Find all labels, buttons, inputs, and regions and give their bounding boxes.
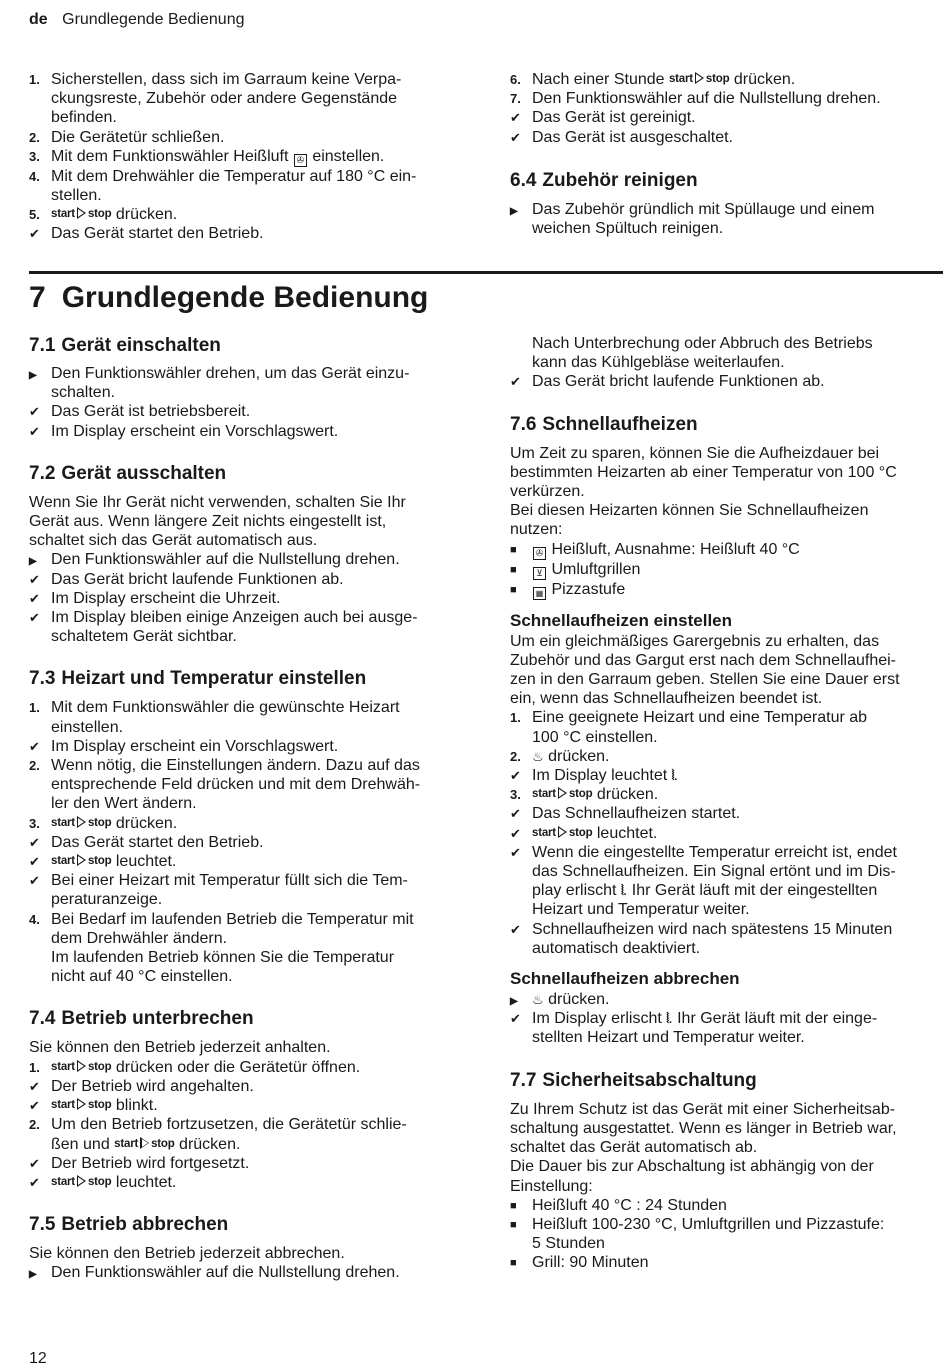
rapid-heat-icon: ⦚	[620, 882, 623, 899]
checkmark-icon: ✔	[510, 129, 521, 145]
list-item: 2. ♨ drücken.	[510, 747, 610, 765]
action-arrow-icon: ▶	[29, 556, 37, 568]
page-header	[29, 11, 245, 29]
list-item: 2. Die Gerätetür schließen.	[29, 128, 225, 146]
checkmark-icon: ✔	[29, 834, 40, 850]
list-item: 2. Wenn nötig, die Einstellungen ändern. Dazu auf das entsprechende Feld drücken und mit dem Drehwäh- ler den Wert ändern.	[29, 757, 421, 813]
list-item: 3. Mit dem Funktionswähler Heißluft ✇ einstellen.	[29, 147, 459, 167]
list-item: 3. start stop drücken.	[29, 814, 178, 832]
rapid-heat-button-icon: ♨	[532, 992, 544, 1008]
checkmark-icon: ✔	[29, 1098, 40, 1114]
list-item: ✔ Das Gerät ist betriebsbereit.	[29, 403, 251, 421]
checkmark-icon: ✔	[29, 1078, 40, 1094]
top-left-column	[29, 70, 459, 244]
list-item: ✔ Das Gerät bricht laufende Funktionen ab.	[510, 373, 825, 391]
list-item: ✔ Im Display erlischt ⦚. Ihr Gerät läuft mit der einge- stellten Heizart und Temperatur weiter.	[510, 1010, 878, 1047]
list-item: 5. start stop drücken.	[29, 206, 178, 224]
fan-grill-icon	[533, 567, 546, 580]
list-item: ✔ Das Gerät ist gereinigt.	[510, 109, 696, 127]
checkmark-icon: ✔	[29, 854, 40, 870]
list-item: 1. Eine geeignete Heizart und eine Temperatur ab 100 °C einstellen.	[510, 709, 868, 746]
list-item: 2. Um den Betrieb fortzusetzen, die Gerätetür schlie- ßen und start stop drücken.	[29, 1116, 407, 1153]
list-item: ▶ ♨ drücken.	[510, 990, 942, 1009]
list-item: ✔ Das Gerät ist ausgeschaltet.	[510, 128, 733, 146]
square-bullet-icon: ■	[510, 1199, 517, 1212]
checkmark-icon: ✔	[29, 1174, 40, 1190]
start-stop-icon: start stop	[51, 208, 112, 221]
checkmark-icon: ✔	[29, 404, 40, 420]
list-item: 7. Den Funktionswähler auf die Nullstellung drehen.	[510, 90, 881, 108]
list-item: ✔ Das Schnellaufheizen startet.	[510, 805, 741, 823]
list-item: ✔ Im Display erscheint ein Vorschlagswert.	[29, 422, 339, 440]
list-item: ✔ Der Betrieb wird angehalten.	[29, 1077, 254, 1095]
page-number: 12	[29, 1350, 47, 1367]
paragraph: Zu Ihrem Schutz ist das Gerät mit einer Sicherheitsab- schaltung ausgestattet. Wenn es länger in Betrieb war, schaltet das Gerät automatisch ab. Die Dauer bis zur Abschaltung ist abhängig von der Einstellung:	[510, 1100, 897, 1195]
list-item: 1. Mit dem Funktionswähler die gewünschte Heizart einstellen.	[29, 699, 400, 736]
paragraph: Sie können den Betrieb jederzeit abbrechen.	[29, 1245, 345, 1263]
list-item: ✔ Der Betrieb wird fortgesetzt.	[29, 1154, 250, 1172]
list-item: 4. Mit dem Drehwähler die Temperatur auf 180 °C ein- stellen.	[29, 167, 417, 205]
checkmark-icon: ✔	[29, 571, 40, 587]
list-item: 1. Sicherstellen, dass sich im Garraum keine Verpa- ckungsreste, Zubehör oder andere Gegenstände befinden.	[29, 71, 402, 127]
list-item: ▶ Den Funktionswähler auf die Nullstellung drehen.	[29, 550, 459, 569]
section-heading: 7.4 Betrieb unterbrechen	[29, 1008, 254, 1030]
list-item: ▶ Den Funktionswähler drehen, um das Gerät einzu- schalten.	[29, 365, 410, 402]
list-item-continuation: Nach Unterbrechung oder Abbruch des Betriebs kann das Kühlgebläse weiterlaufen.	[532, 335, 873, 372]
hot-air-icon	[294, 154, 307, 167]
chapter-divider	[29, 271, 943, 274]
square-bullet-icon: ■	[510, 543, 517, 556]
paragraph: Wenn Sie Ihr Gerät nicht verwenden, schalten Sie Ihr Gerät aus. Wenn längere Zeit nichts eingestellt ist, schaltet sich das Gerät automatisch aus.	[29, 493, 406, 550]
top-right-column	[510, 70, 940, 238]
subsection-heading: Schnellaufheizen abbrechen	[510, 969, 740, 989]
section-heading: 7.6 Schnellaufheizen	[510, 413, 698, 435]
header-title: Grundlegende Bedienung	[62, 11, 245, 28]
list-item: ✔ Das Gerät startet den Betrieb.	[29, 833, 264, 851]
list-item: ■ ✇ Heißluft, Ausnahme: Heißluft 40 °C	[510, 540, 942, 560]
checkmark-icon: ✔	[29, 423, 40, 439]
section-heading: 7.1 Gerät einschalten	[29, 335, 221, 356]
list-item: ✔ Wenn die eingestellte Temperatur erreicht ist, endet das Schnellaufheizen. Ein Signal ertönt und im Dis- play erlischt ⦚. Ihr Gerät läuft mit der eingestellten Heizart und Temperatur weiter.	[510, 843, 897, 919]
start-stop-icon: start stop	[51, 816, 112, 829]
list-item: ■ ▦ Pizzastufe	[510, 580, 942, 600]
list-item: 4. Bei Bedarf im laufenden Betrieb die Temperatur mit dem Drehwähler ändern. Im laufenden Betrieb können Sie die Temperatur nicht auf 40 °C einstellen.	[29, 910, 414, 986]
square-bullet-icon: ■	[510, 1218, 517, 1231]
list-item: ■ ⊻ Umluftgrillen	[510, 560, 942, 580]
list-item: ■ Grill: 90 Minuten	[510, 1253, 942, 1272]
checkmark-icon: ✔	[510, 921, 521, 937]
list-item: ✔ start stop blinkt.	[29, 1097, 158, 1115]
list-item: ▶ Den Funktionswähler auf die Nullstellung drehen.	[29, 1263, 459, 1282]
list-item: ✔ Schnellaufheizen wird nach spätestens 15 Minuten automatisch deaktiviert.	[510, 920, 893, 957]
start-stop-icon: start stop	[51, 1060, 112, 1073]
action-arrow-icon: ▶	[29, 1269, 37, 1281]
checkmark-icon: ✔	[29, 1155, 40, 1171]
checkmark-icon: ✔	[510, 1011, 521, 1027]
square-bullet-icon: ■	[510, 563, 517, 576]
subsection-heading: Schnellaufheizen einstellen	[510, 610, 733, 630]
chapter-title: 7 Grundlegende Bedienung	[29, 281, 429, 314]
section-heading: 7.2 Gerät ausschalten	[29, 462, 227, 484]
checkmark-icon: ✔	[29, 738, 40, 754]
checkmark-icon: ✔	[29, 590, 40, 606]
checkmark-icon: ✔	[510, 374, 521, 390]
list-item: ✔ Im Display erscheint die Uhrzeit.	[29, 589, 281, 607]
checkmark-icon: ✔	[510, 110, 521, 126]
list-item: ✔ start stop leuchtet.	[29, 1173, 177, 1191]
list-item: ■ Heißluft 40 °C : 24 Stunden	[510, 1196, 942, 1215]
action-arrow-icon: ▶	[29, 370, 37, 381]
start-stop-icon: start stop	[51, 1175, 112, 1188]
list-item: ✔ start stop leuchtet.	[29, 853, 177, 871]
pizza-setting-icon	[533, 587, 546, 600]
checkmark-icon: ✔	[29, 226, 40, 242]
start-stop-icon: start stop	[668, 73, 730, 85]
square-bullet-icon: ■	[510, 1257, 517, 1270]
list-item: ✔ Im Display leuchtet ⦚.	[510, 767, 679, 785]
rapid-heat-icon: ⦚	[666, 1010, 669, 1027]
paragraph: Um ein gleichmäßiges Garergebnis zu erhalten, das Zubehör und das Gargut erst nach dem Schnellaufhei- zen in den Garraum geben. Stellen Sie eine Dauer erst ein, wenn das Schnellaufheizen beendet ist.	[510, 632, 900, 708]
list-item: ✔ start stop leuchtet.	[510, 824, 658, 842]
checkmark-icon: ✔	[29, 610, 40, 626]
checkmark-icon: ✔	[510, 806, 521, 822]
list-item: ■ Heißluft 100-230 °C, Umluftgrillen und Pizzastufe: 5 Stunden	[510, 1215, 885, 1253]
section-heading: 7.7 Sicherheitsabschaltung	[510, 1069, 757, 1091]
list-item: 3. start stop drücken.	[510, 786, 659, 804]
rapid-heat-icon: ⦚	[671, 767, 674, 784]
start-stop-icon: start stop	[532, 826, 593, 839]
list-item: ▶ Das Zubehör gründlich mit Spüllauge und einem weichen Spültuch reinigen.	[510, 200, 875, 238]
checkmark-icon: ✔	[510, 768, 521, 784]
start-stop-icon: start stop	[51, 1099, 112, 1112]
section-heading: 6.4 Zubehör reinigen	[510, 169, 698, 191]
hot-air-icon	[533, 547, 546, 560]
section-heading: 7.3 Heizart und Temperatur einstellen	[29, 668, 367, 690]
language-code: de	[29, 11, 48, 28]
action-arrow-icon: ▶	[510, 996, 518, 1008]
list-item: ✔ Das Gerät bricht laufende Funktionen ab.	[29, 570, 344, 588]
checkmark-icon: ✔	[29, 873, 40, 889]
section-heading: 7.5 Betrieb abbrechen	[29, 1214, 229, 1236]
paragraph: Sie können den Betrieb jederzeit anhalten.	[29, 1039, 331, 1057]
left-column	[29, 334, 459, 1283]
list-item: ✔ Im Display bleiben einige Anzeigen auch bei ausge- schaltetem Gerät sichtbar.	[29, 609, 418, 646]
start-stop-icon: start stop	[51, 855, 112, 868]
list-item: ✔ Im Display erscheint ein Vorschlagswert.	[29, 737, 339, 755]
paragraph: Um Zeit zu sparen, können Sie die Aufheizdauer bei bestimmten Heizarten ab einer Temperatur von 100 °C verkürzen. Bei diesen Heizarten können Sie Schnellaufheizen nutzen:	[510, 444, 897, 539]
checkmark-icon: ✔	[510, 825, 521, 841]
list-item: ✔ Bei einer Heizart mit Temperatur füllt sich die Tem- peraturanzeige.	[29, 872, 408, 909]
start-stop-icon: start stop	[532, 788, 593, 801]
start-stop-icon: start stop	[114, 1137, 175, 1150]
action-arrow-icon: ▶	[510, 205, 518, 217]
list-item: ✔ Das Gerät startet den Betrieb.	[29, 225, 264, 243]
list-item: 1. start stop drücken oder die Gerätetür öffnen.	[29, 1058, 361, 1076]
square-bullet-icon: ■	[510, 583, 517, 596]
right-column	[510, 334, 942, 1273]
checkmark-icon: ✔	[510, 844, 521, 860]
list-item: 6. Nach einer Stunde start stop drücken.	[510, 71, 796, 88]
rapid-heat-button-icon: ♨	[532, 748, 544, 764]
